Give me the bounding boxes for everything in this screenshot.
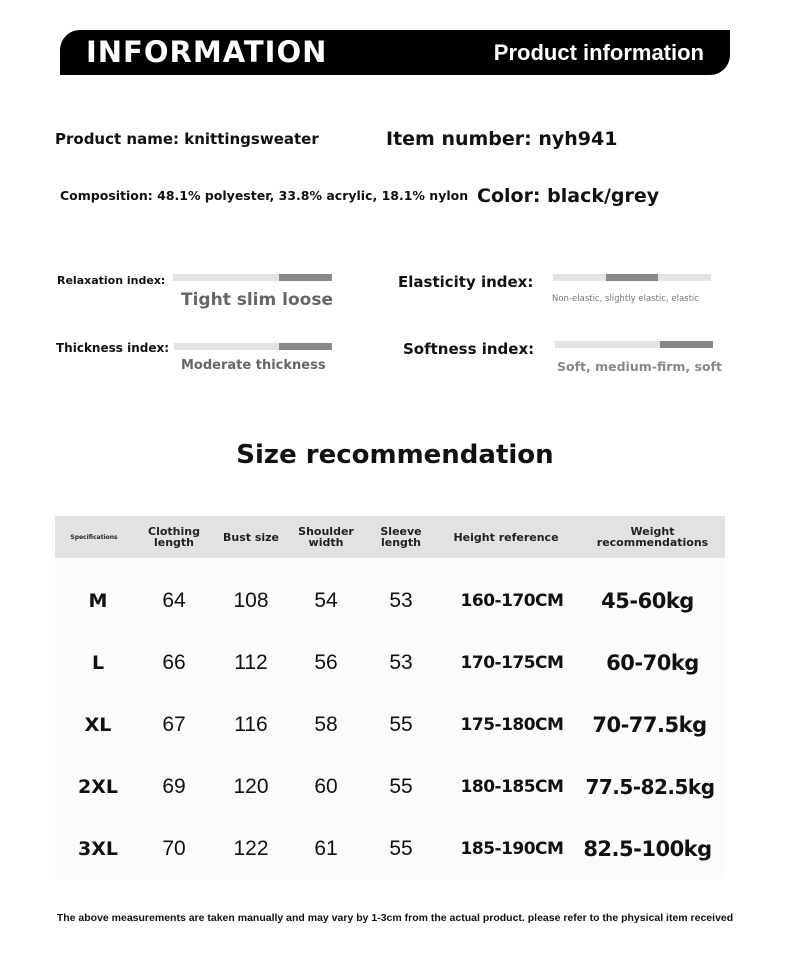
table-row bbox=[55, 632, 725, 694]
cell-height: 160-170CM bbox=[460, 591, 564, 611]
cell-size: M bbox=[88, 590, 108, 612]
banner-subtitle: Product information bbox=[493, 40, 704, 65]
cell-clothing-length: 66 bbox=[162, 651, 186, 674]
cell-bust: 116 bbox=[234, 713, 268, 736]
cell-height: 175-180CM bbox=[460, 715, 564, 735]
header-banner bbox=[60, 30, 730, 75]
relaxation-index-bar bbox=[173, 274, 332, 281]
header-bust-size: Bust size bbox=[222, 530, 280, 544]
measurement-disclaimer: The above measurements are taken manually and may vary by 1-3cm from the actual product. please refer to the physical item received bbox=[56, 912, 734, 924]
cell-bust: 112 bbox=[234, 651, 268, 674]
table-row bbox=[55, 756, 725, 818]
banner-title: INFORMATION bbox=[86, 35, 328, 69]
cell-sleeve: 53 bbox=[389, 589, 413, 612]
composition: Composition: 48.1% polyester, 33.8% acrylic, 18.1% nylon bbox=[60, 188, 469, 203]
table-row bbox=[55, 694, 725, 756]
cell-shoulder: 58 bbox=[314, 713, 338, 736]
cell-weight: 45-60kg bbox=[601, 589, 694, 613]
cell-weight: 77.5-82.5kg bbox=[585, 775, 715, 799]
cell-clothing-length: 67 bbox=[162, 713, 186, 736]
cell-clothing-length: 69 bbox=[162, 775, 186, 798]
cell-sleeve: 53 bbox=[389, 651, 413, 674]
cell-shoulder: 60 bbox=[314, 775, 338, 798]
cell-shoulder: 61 bbox=[314, 837, 338, 860]
thickness-index-description: Moderate thickness bbox=[181, 358, 326, 373]
relaxation-index-label: Relaxation index: bbox=[57, 274, 166, 287]
header-specifications: Specifications bbox=[70, 533, 118, 541]
cell-clothing-length: 70 bbox=[162, 837, 186, 860]
cell-shoulder: 56 bbox=[314, 651, 338, 674]
cell-clothing-length: 64 bbox=[162, 589, 186, 612]
cell-height: 180-185CM bbox=[460, 777, 564, 797]
table-row bbox=[55, 570, 725, 632]
cell-sleeve: 55 bbox=[389, 713, 413, 736]
cell-height: 170-175CM bbox=[460, 653, 564, 673]
elasticity-index-bar bbox=[553, 274, 711, 281]
item-number: Item number: nyh941 bbox=[386, 128, 618, 150]
cell-bust: 108 bbox=[233, 589, 269, 612]
color-info: Color: black/grey bbox=[477, 185, 660, 207]
cell-height: 185-190CM bbox=[460, 839, 564, 859]
size-table bbox=[55, 516, 725, 879]
cell-shoulder: 54 bbox=[314, 589, 338, 612]
cell-weight: 70-77.5kg bbox=[592, 713, 707, 737]
elasticity-index-label: Elasticity index: bbox=[398, 273, 534, 291]
header-clothing-length: Clothing length bbox=[148, 525, 200, 549]
header-weight-recommendations: Weight recommendations bbox=[596, 525, 709, 549]
relaxation-index-description: Tight slim loose bbox=[181, 290, 333, 310]
thickness-index-label: Thickness index: bbox=[56, 341, 170, 355]
cell-size: 3XL bbox=[78, 838, 118, 860]
header-shoulder-width: Shoulder width bbox=[298, 525, 354, 549]
cell-sleeve: 55 bbox=[389, 837, 413, 860]
cell-size: 2XL bbox=[78, 776, 118, 798]
cell-bust: 120 bbox=[233, 775, 269, 798]
cell-bust: 122 bbox=[233, 837, 269, 860]
cell-sleeve: 55 bbox=[389, 775, 413, 798]
size-table-header bbox=[55, 516, 725, 558]
softness-index-bar bbox=[555, 341, 713, 348]
thickness-index-bar bbox=[174, 343, 332, 350]
header-sleeve-length: Sleeve length bbox=[380, 525, 422, 549]
header-height-reference: Height reference bbox=[453, 530, 559, 544]
product-name: Product name: knittingsweater bbox=[55, 130, 319, 148]
elasticity-index-marker bbox=[606, 274, 658, 281]
thickness-index-marker bbox=[279, 343, 332, 350]
cell-weight: 60-70kg bbox=[606, 651, 699, 675]
table-row bbox=[55, 818, 725, 880]
cell-size: L bbox=[91, 652, 105, 674]
cell-size: XL bbox=[84, 714, 112, 736]
elasticity-index-description: Non-elastic, slightly elastic, elastic bbox=[552, 294, 699, 304]
softness-index-label: Softness index: bbox=[403, 340, 535, 358]
size-recommendation-title: Size recommendation bbox=[236, 440, 554, 470]
softness-index-description: Soft, medium-firm, soft bbox=[557, 359, 722, 374]
softness-index-marker bbox=[660, 341, 713, 348]
relaxation-index-marker bbox=[279, 274, 332, 281]
cell-weight: 82.5-100kg bbox=[583, 837, 712, 861]
